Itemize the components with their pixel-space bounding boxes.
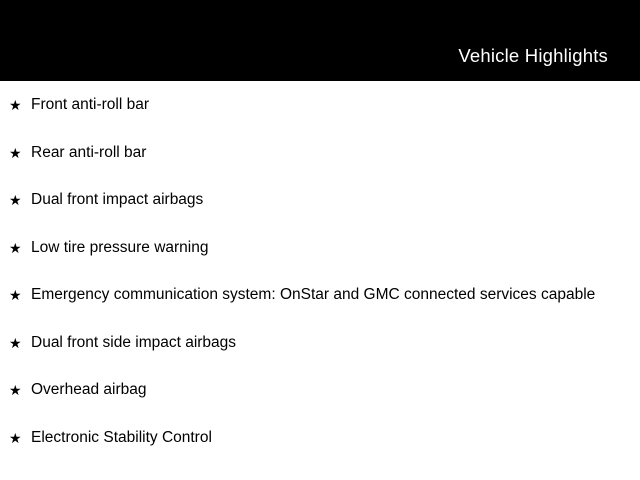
vehicle-highlights-list [0,94,640,450]
list-item-label: Dual front impact airbags [31,191,204,208]
list-item [0,332,640,355]
list-item [0,284,640,307]
slide-header [0,0,640,81]
star-bullet-icon: ★ [9,193,22,209]
list-item-label: Overhead airbag [31,381,147,398]
star-bullet-icon: ★ [9,383,22,399]
star-bullet-icon: ★ [9,240,22,257]
list-item [0,142,640,165]
highlights-content [0,81,640,450]
list-item-label: Rear anti-roll bar [31,143,147,161]
list-item-label: Emergency communication system: OnStar and GMC connected services capable [31,286,596,303]
list-item-label: Front anti-roll bar [31,96,150,113]
star-bullet-icon: ★ [9,145,22,162]
list-item [0,427,640,450]
list-item-label: Low tire pressure warning [31,238,209,256]
star-bullet-icon: ★ [9,335,22,352]
star-bullet-icon: ★ [9,288,22,304]
list-item [0,237,640,260]
list-item [0,189,640,212]
list-item-label: Electronic Stability Control [31,428,212,446]
list-item [0,94,640,117]
list-item-label: Dual front side impact airbags [31,333,237,351]
star-bullet-icon: ★ [9,98,22,114]
page-title: Vehicle Highlights [458,45,608,66]
list-item [0,379,640,402]
star-bullet-icon: ★ [9,430,22,447]
